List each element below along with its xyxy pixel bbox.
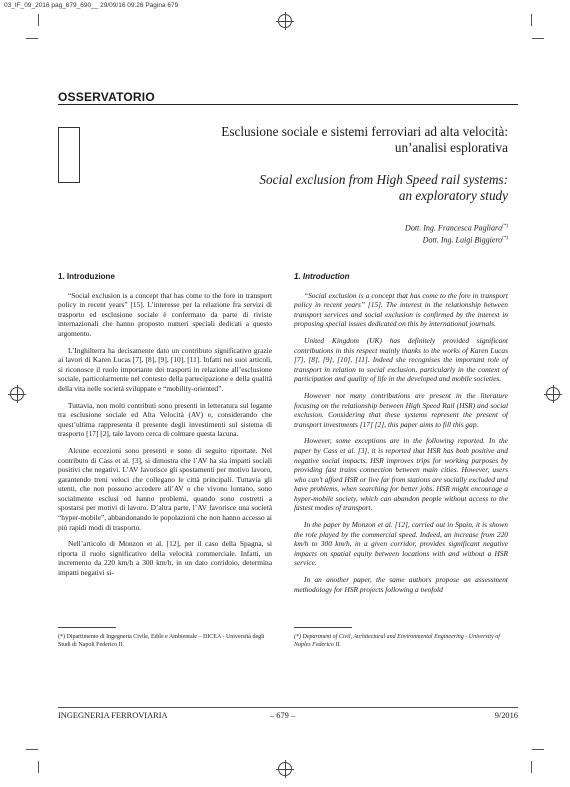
left-paragraph-4: Alcune eccezioni sono presenti e sono di seguito riportate. Nel contributo di Cass et al. [3], si dimostra che l’AV ha sia impatti sociali positivi che negativi. L’AV favorisce gli spostamenti per motivo lavoro, garantendo treni veloci che collegano le città principali. Tuttavia gli utenti, che non possono accedere all’AV o che vivono lontano, sono socialmente esclusi ed hanno problemi, quando sono costretti a spostarsi per motivi di lavoro. D’altra parte, l’AV favorisce una società “hyper-mobile”, abbandonando le popolazioni che non hanno accesso ai più rapidi modi di trasporto.: [58, 445, 272, 532]
crop-mark-bottom-left-h: [26, 749, 38, 750]
footer-journal: INGEGNERIA FERROVIARIA: [58, 711, 168, 720]
crop-mark-top-right: [531, 14, 532, 26]
title-italian-line-2: un’analisi esplorativa: [394, 140, 508, 155]
authors: [405, 222, 508, 246]
right-heading: 1. Introduction: [294, 272, 350, 281]
decorative-box: [58, 127, 80, 183]
registration-mark-top: [278, 14, 292, 28]
footer-rule: [58, 707, 518, 708]
crop-mark-top-right-h: [532, 38, 544, 39]
right-paragraph-2: United Kingdom (UK) has definitely provided significant contributions in this respect mainly thanks to the works of Karen Lucas [7], [8], [9], [10], [11]. Indeed she recognises the important role of transport in relation to social exclusion, particularly in the context of participation and quality of life in the developed and mobile societies.: [294, 335, 508, 384]
left-paragraph-3: Tuttavia, non molti contributi sono presenti in letteratura sul legame tra esclusione sociale ed Alta Velocità (AV) e, considerando che quest’ultima rappresenta il presente degli investimenti sul sistema di trasporto [17] [2], tale lavoro cerca di colmare questa lacuna.: [58, 400, 272, 439]
section-rule: [58, 104, 518, 105]
registration-mark-bottom: [278, 762, 292, 776]
crop-mark-top-left: [38, 14, 39, 26]
right-paragraph-4: However, some exceptions are in the following reported. In the paper by Cass et al. [3], it is reported that HSR has both positive and negative social impacts. HSR improves trips for working purposes by providing fast trains connection between main cities. However, users who can’t afford HSR or live far from stations are socially excluded and have problems, when searching for better jobs. HSR might encourage a hyper-mobile society, which can abandon people without access to the fastest modes of transport.: [294, 436, 508, 513]
title-italian: [221, 124, 508, 156]
crop-mark-top-left-h: [26, 38, 38, 39]
left-paragraph-5: Nell’articolo di Monzon et al. [12], per il caso della Spagna, si riporta il ruolo significativo della velocità commerciale. Infatti, un incremento da 220 km/h a 300 km/h, in un dato corridoio, determina impatti negativi si-: [58, 539, 272, 578]
crop-mark-bottom-right-h: [532, 749, 544, 750]
footer-issue: 9/2016: [494, 711, 518, 720]
footer-page-number: – 679 –: [270, 711, 296, 720]
title-english: [259, 172, 508, 204]
left-footnote: (*) Dipartimento di Ingegneria Civile, Edile e Ambientale – DICEA - Università degli Studi di Napoli Federico II.: [58, 634, 265, 648]
author-2: Dott. Ing. Luigi Biggiero(*): [422, 235, 508, 245]
author-1: Dott. Ing. Francesca Pagliara(*): [405, 223, 508, 233]
title-english-line-2: an exploratory study: [398, 188, 508, 203]
right-paragraph-1: “Social exclusion is a concept that has come to the fore in transport policy in recent years” [15]. The interest in the relationship between transport services and social exclusion is confirmed by the interest in proposing special issues dedicated on this by international journals.: [294, 290, 508, 329]
title-italian-line-1: Esclusione sociale e sistemi ferroviari ad alta velocità:: [221, 124, 508, 139]
right-footnote: (*) Department of Civil, Architectural and Environmental Engineering - University of Naples Federico II.: [294, 634, 500, 648]
left-column: [58, 272, 272, 585]
registration-mark-right: [546, 387, 560, 401]
right-footnote-rule: [294, 627, 352, 628]
left-heading: 1. Introduzione: [58, 272, 115, 281]
left-paragraph-1: “Social exclusion is a concept that has come to the fore in transport policy in recent years” [15]. L’interesse per la relazione fra servizi di trasporto ed esclusione sociale è confermato da parte di riviste internazionali che hanno proposto numeri speciali dedicati a questo argomento.: [58, 290, 272, 338]
crop-mark-bottom-left: [38, 761, 39, 773]
right-paragraph-5: In the paper by Monzon et al. [12], carried out in Spain, it is shown the role played by the commercial speed. Indeed, an increase from 220 km/h to 300 km/h, in a given corridor, provides significant negative impacts on spatial equity between locations with and without a HSR service.: [294, 520, 508, 568]
section-label: OSSERVATORIO: [58, 90, 155, 104]
left-paragraph-2: L’Inghilterra ha decisamente dato un contributo significativo grazie ai lavori di Karen Lucas [7], [8], [9], [10], [11]. Infatti nei suoi articoli, si riconosce il ruolo importante dei trasporti in relazione all’esclusione sociale, particolarmente nel contesto della partecipazione e della qualità della vita nelle società sviluppate e “mobility-oriented”.: [58, 345, 272, 393]
left-footnote-rule: [58, 627, 116, 628]
right-paragraph-6: In an another paper, the same authors propose an assessment methodology for HSR projects following a twofold: [294, 575, 508, 594]
registration-mark-left: [10, 387, 24, 401]
right-column: [294, 272, 508, 601]
crop-mark-bottom-right: [531, 761, 532, 773]
right-paragraph-3: However not many contributions are present in the literature focusing on the relationship between High Speed Rail (HSR) and social exclusion. Considering that these systems represent the present of transport investments [17] [2], this paper aims to fill this gap.: [294, 390, 508, 429]
title-english-line-1: Social exclusion from High Speed rail systems:: [259, 172, 508, 187]
print-slug: 03_IF_09_2016 pag_679_690__ 29/09/16 09:26 Pagina 679: [4, 2, 179, 9]
